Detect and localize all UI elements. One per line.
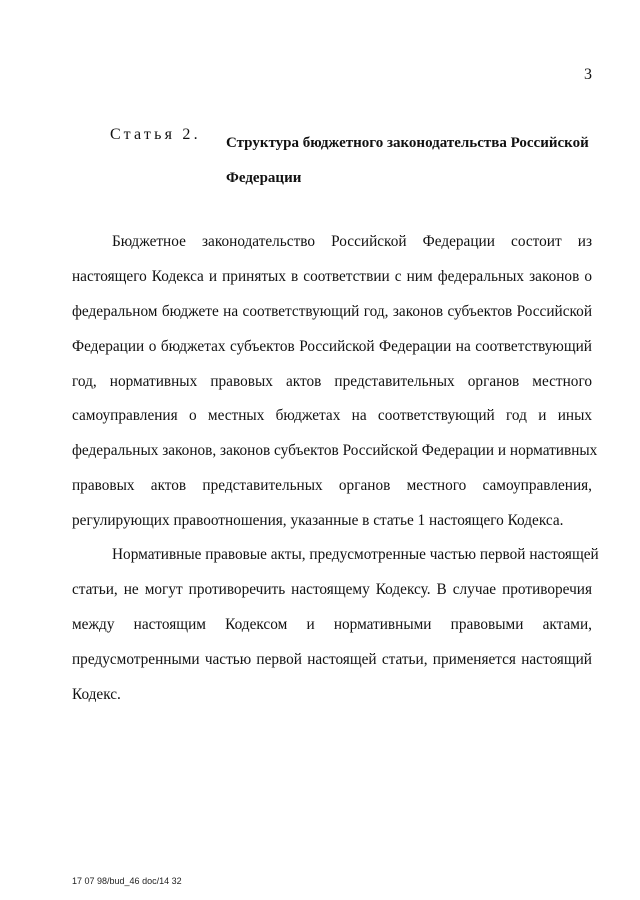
article-title-line: Структура бюджетного законодательства Российской bbox=[226, 135, 589, 151]
footer-file-stamp: 17 07 98/bud_46 doc/14 32 bbox=[72, 876, 182, 886]
paragraph-2 bbox=[72, 538, 599, 712]
paragraph-line: регулирующих правоотношения, указанные в статье 1 настоящего Кодекса. bbox=[72, 512, 564, 530]
paragraph-line: федеральных законов, законов субъектов Российской Федерации и нормативных bbox=[72, 442, 598, 460]
paragraph-line: предусмотренными частью первой настоящей статьи, применяется настоящий bbox=[72, 650, 592, 668]
paragraph-line: Нормативные правовые акты, предусмотренные частью первой настоящей bbox=[112, 546, 599, 563]
article-title bbox=[226, 126, 596, 196]
article-label: Статья 2. bbox=[110, 126, 201, 143]
paragraph-1 bbox=[72, 225, 598, 539]
article-title-line: Федерации bbox=[226, 169, 302, 186]
paragraph-line: Федерации о бюджетах субъектов Российской Федерации на соответствующий bbox=[72, 337, 592, 355]
paragraph-line: настоящего Кодекса и принятых в соответствии с ним федеральных законов о bbox=[72, 267, 592, 285]
paragraph-line: статьи, не могут противоречить настоящему Кодексу. В случае противоречия bbox=[72, 580, 592, 598]
paragraph-line: самоуправления о местных бюджетах на соответствующий год и иных bbox=[72, 407, 592, 425]
paragraph-line: Кодекс. bbox=[72, 685, 121, 703]
paragraph-line: Бюджетное законодательство Российской Федерации состоит из bbox=[112, 233, 592, 250]
paragraph-line: федеральном бюджете на соответствующий год, законов субъектов Российской bbox=[72, 302, 592, 320]
paragraph-line: между настоящим Кодексом и нормативными правовыми актами, bbox=[72, 615, 592, 633]
paragraph-line: правовых актов представительных органов местного самоуправления, bbox=[72, 477, 592, 495]
paragraph-line: год, нормативных правовых актов представительных органов местного bbox=[72, 372, 592, 390]
page-number: 3 bbox=[584, 66, 592, 83]
